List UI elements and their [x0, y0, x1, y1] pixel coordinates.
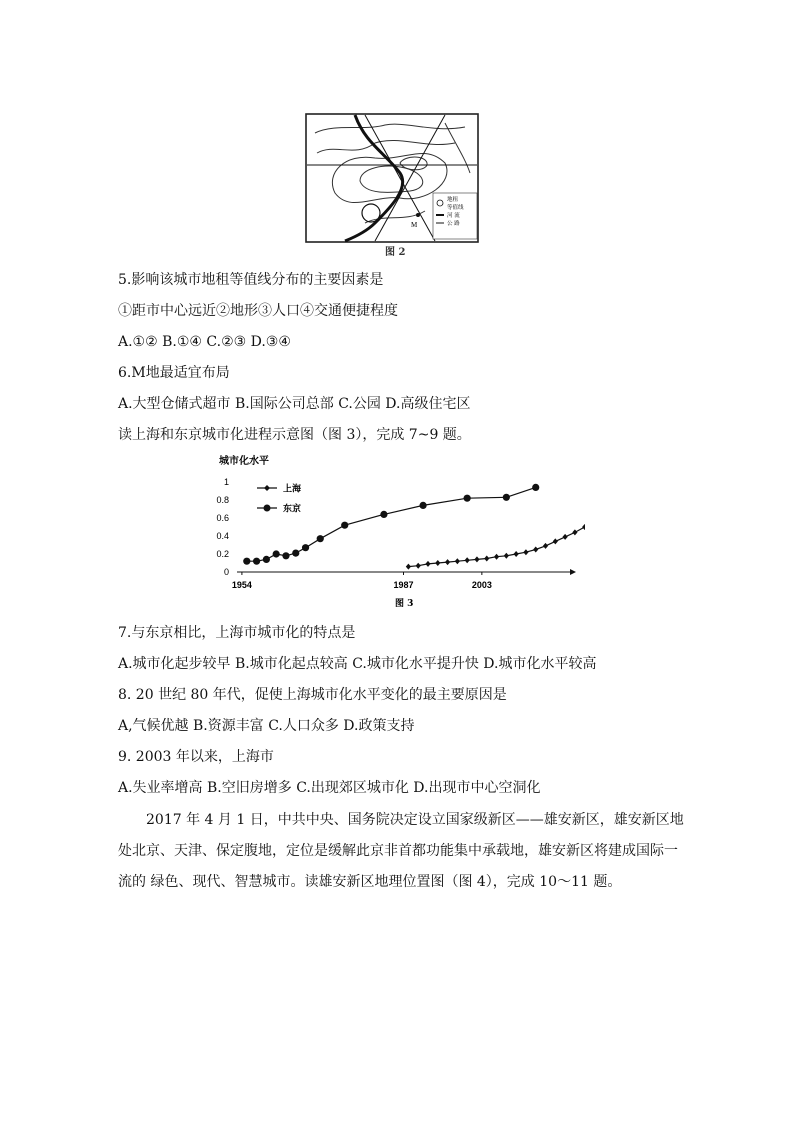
data-point-diamond: [572, 529, 577, 535]
q6-options: A.大型仓储式超市 B.国际公司总部 C.公园 D.高级住宅区: [118, 396, 471, 412]
point-m-marker: [416, 213, 420, 217]
figure3-chart: [205, 448, 585, 614]
legend-contour: 等值线: [447, 205, 464, 211]
x-tick-label: 1954: [231, 580, 252, 590]
data-point-circle: [302, 544, 309, 551]
point-m-label: M: [411, 221, 418, 229]
data-point-diamond: [445, 559, 450, 565]
data-point-diamond: [484, 556, 489, 562]
data-point-circle: [380, 511, 387, 518]
q6-stem: 6.M地最适宜布局: [118, 365, 230, 381]
q5-factors: ①距市中心远近②地形③人口④交通便捷程度: [118, 303, 398, 319]
passage-line-1: 2017 年 4 月 1 日，中共中央、国务院决定设立国家级新区——雄安新区，雄安新区地: [146, 812, 684, 828]
data-point-diamond: [416, 563, 421, 569]
figure2-caption: 图 2: [385, 247, 406, 258]
y-tick-label: 0.8: [216, 495, 229, 505]
data-point-diamond: [563, 534, 568, 540]
data-point-circle: [532, 484, 539, 491]
data-point-diamond: [425, 561, 430, 567]
legend-label: 上海: [283, 484, 302, 495]
q7-options: A.城市化起步较早 B.城市化起点较高 C.城市化水平提升快 D.城市化水平较高: [118, 656, 597, 672]
data-point-circle: [464, 495, 471, 502]
x-tick-label: 2003: [471, 580, 492, 590]
data-point-diamond: [523, 549, 528, 555]
legend-diamond-icon: [264, 485, 270, 491]
data-point-circle: [243, 558, 250, 565]
data-point-diamond: [465, 557, 470, 563]
data-point-diamond: [514, 551, 519, 557]
data-point-circle: [341, 522, 348, 529]
data-point-diamond: [474, 556, 479, 562]
q7-stem: 7.与东京相比，上海市城市化的特点是: [118, 625, 356, 641]
data-point-diamond: [494, 554, 499, 560]
q5-stem: 5.影响该城市地租等值线分布的主要因素是: [118, 272, 384, 288]
data-point-circle: [282, 552, 289, 559]
x-tick-label: 1987: [393, 580, 414, 590]
x-axis-arrow-icon: [570, 569, 576, 575]
figure2-map: [305, 113, 479, 243]
y-tick-label: 1: [223, 477, 229, 487]
data-point-diamond: [543, 543, 548, 549]
legend-road: 公 路: [447, 221, 460, 227]
data-point-diamond: [553, 538, 558, 544]
q9-options: A.失业率增高 B.空旧房增多 C.出现郊区城市化 D.出现市中心空洞化: [118, 780, 541, 796]
data-point-circle: [273, 550, 280, 557]
y-tick-label: 0.6: [216, 513, 229, 523]
data-point-diamond: [533, 547, 538, 553]
data-point-circle: [317, 535, 324, 542]
legend-label: 东京: [283, 504, 302, 515]
y-axis-label: 城市化水平: [219, 456, 269, 467]
y-tick-label: 0.2: [216, 549, 229, 559]
data-point-circle: [253, 558, 260, 565]
legend-river: 河 流: [447, 213, 460, 219]
q8-options: A,气候优越 B.资源丰富 C.人口众多 D.政策支持: [118, 718, 415, 734]
data-point-diamond: [435, 560, 440, 566]
data-point-diamond: [406, 564, 411, 570]
legend-circle-icon: [264, 505, 271, 512]
legend-rent: 地租: [447, 197, 459, 203]
data-point-diamond: [504, 553, 509, 559]
data-point-circle: [292, 550, 299, 557]
data-point-circle: [419, 502, 426, 509]
intro-7-9: 读上海和东京城市化进程示意图（图 3），完成 7~9 题。: [118, 427, 471, 443]
q9-stem: 9. 2003 年以来，上海市: [118, 749, 274, 765]
y-tick-label: 0: [223, 567, 229, 577]
data-point-circle: [263, 556, 270, 563]
data-point-circle: [503, 494, 510, 501]
data-point-diamond: [582, 524, 585, 530]
q8-stem: 8. 20 世纪 80 年代，促使上海城市化水平变化的最主要原因是: [118, 687, 507, 703]
series-line-circle: [247, 487, 536, 561]
passage-line-2: 处北京、天津、保定腹地，定位是缓解此京非首都功能集中承载地，雄安新区将建成国际一: [118, 843, 678, 859]
data-point-diamond: [455, 558, 460, 564]
passage-line-3: 流的 绿色、现代、智慧城市。读雄安新区地理位置图（图 4），完成 10～11 题。: [118, 874, 622, 890]
figure3-caption: 图 3: [395, 599, 414, 609]
q5-options: A.①② B.①④ C.②③ D.③④: [118, 334, 291, 350]
y-tick-label: 0.4: [216, 531, 229, 541]
